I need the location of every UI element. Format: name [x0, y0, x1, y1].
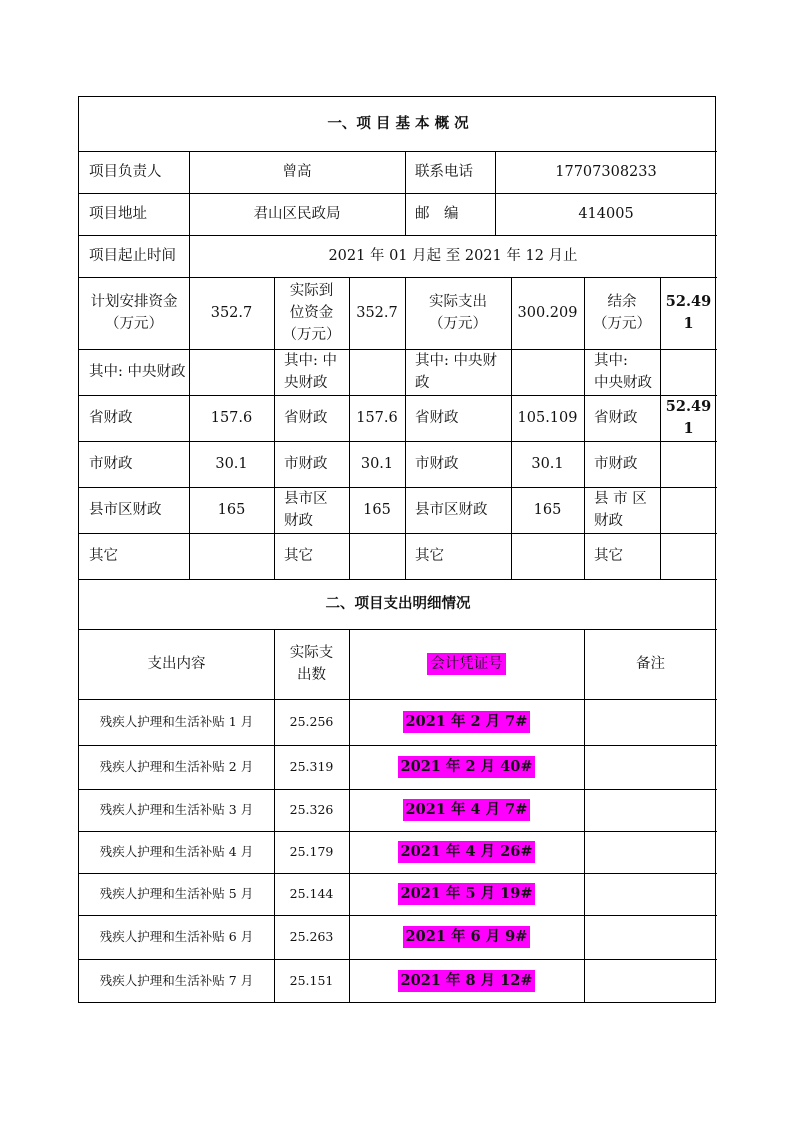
county-row-c3	[274, 487, 349, 533]
address-value	[189, 193, 405, 235]
detail-row-7-content-text: 残疾人护理和生活补贴 7 月	[99, 973, 254, 988]
detail-row-3-remark	[584, 789, 717, 831]
detail-row-6-content	[79, 915, 274, 959]
detail-header-amount-text: 实际支 出数	[289, 645, 334, 683]
detail-header-voucher-text: 会计凭证号	[427, 653, 506, 675]
province-row-c1-text: 省财政	[89, 410, 133, 426]
province-row-c7-text: 省财政	[594, 410, 638, 426]
detail-row-6-content-text: 残疾人护理和生活补贴 6 月	[99, 929, 254, 944]
grid-line	[79, 831, 717, 832]
other-row-c5-text: 其它	[415, 548, 444, 564]
balance-label	[584, 277, 660, 349]
detail-row-1-remark	[584, 699, 717, 745]
balance-value	[660, 277, 717, 349]
section1-title	[79, 97, 717, 151]
detail-header-amount	[274, 629, 349, 699]
grid-line	[79, 915, 717, 916]
section1-title-text: 一、项 目 基 本 概 况	[327, 115, 469, 132]
spent-label	[405, 277, 511, 349]
other-row-c4	[349, 533, 405, 579]
province-row-c4	[349, 395, 405, 441]
planned-value-text: 352.7	[210, 305, 253, 321]
other-row-c1	[79, 533, 189, 579]
grid-line	[79, 151, 717, 152]
central-row-c1	[79, 349, 189, 395]
grid-line	[405, 277, 406, 579]
leader-label-text: 项目负责人	[89, 164, 162, 180]
grid-line	[79, 533, 717, 534]
phone-value	[495, 151, 717, 193]
detail-row-7-remark	[584, 959, 717, 1003]
detail-row-3-amount	[274, 789, 349, 831]
detail-row-1-voucher-text: 2021 年 2 月 7#	[403, 711, 531, 733]
period-label	[79, 235, 189, 277]
grid-line	[79, 789, 717, 790]
address-label	[79, 193, 189, 235]
city-row-c1	[79, 441, 189, 487]
city-row-c7-text: 市财政	[594, 456, 638, 472]
other-row-c3	[274, 533, 349, 579]
address-value-text: 君山区民政局	[253, 206, 341, 222]
city-row-c2-text: 30.1	[215, 456, 248, 472]
address-label-text: 项目地址	[89, 206, 147, 222]
detail-row-2-voucher-text: 2021 年 2 月 40#	[398, 756, 536, 778]
grid-line	[274, 629, 275, 1003]
detail-row-6-amount-text: 25.263	[289, 929, 334, 944]
central-row-c4	[349, 349, 405, 395]
detail-row-6-remark	[584, 915, 717, 959]
detail-row-5-voucher	[349, 873, 584, 915]
grid-line	[584, 277, 585, 579]
central-row-c3-text: 其中: 中 央财政	[284, 353, 337, 391]
detail-row-7-voucher-text: 2021 年 8 月 12#	[398, 970, 536, 992]
county-row-c6	[511, 487, 584, 533]
province-row-c2	[189, 395, 274, 441]
detail-row-5-content	[79, 873, 274, 915]
spent-value-text: 300.209	[517, 305, 578, 321]
period-value-text: 2021 年 01 月起 至 2021 年 12 月止	[328, 248, 578, 264]
grid-line	[79, 699, 717, 700]
grid-line	[79, 629, 717, 630]
detail-row-4-amount-text: 25.179	[289, 844, 334, 859]
detail-row-3-content-text: 残疾人护理和生活补贴 3 月	[99, 802, 254, 817]
grid-line	[274, 277, 275, 579]
other-row-c5	[405, 533, 511, 579]
detail-row-7-content	[79, 959, 274, 1003]
grid-line	[79, 487, 717, 488]
province-row-c6	[511, 395, 584, 441]
central-row-c7-text: 其中: 中央财政	[594, 353, 652, 391]
county-row-c3-text: 县市区 财政	[284, 491, 328, 529]
province-row-c2-text: 157.6	[210, 410, 253, 426]
city-row-c5	[405, 441, 511, 487]
detail-row-3-content	[79, 789, 274, 831]
detail-header-remark-text: 备注	[636, 656, 665, 672]
detail-row-3-voucher-text: 2021 年 4 月 7#	[403, 799, 531, 821]
central-row-c3	[274, 349, 349, 395]
county-row-c5	[405, 487, 511, 533]
section2-title	[79, 579, 717, 629]
city-row-c3	[274, 441, 349, 487]
county-row-c6-text: 165	[533, 502, 562, 518]
other-row-c7	[584, 533, 660, 579]
county-row-c2-text: 165	[217, 502, 246, 518]
county-row-c7	[584, 487, 660, 533]
detail-row-5-amount	[274, 873, 349, 915]
other-row-c6	[511, 533, 584, 579]
central-row-c2	[189, 349, 274, 395]
city-row-c6	[511, 441, 584, 487]
leader-label	[79, 151, 189, 193]
leader-value	[189, 151, 405, 193]
grid-line	[349, 277, 350, 579]
city-row-c1-text: 市财政	[89, 456, 133, 472]
detail-row-4-voucher-text: 2021 年 4 月 26#	[398, 841, 536, 863]
detail-row-2-content	[79, 745, 274, 789]
detail-row-5-amount-text: 25.144	[289, 886, 334, 901]
detail-row-7-amount	[274, 959, 349, 1003]
city-row-c3-text: 市财政	[284, 456, 328, 472]
city-row-c4-text: 30.1	[360, 456, 394, 472]
detail-row-1-content-text: 残疾人护理和生活补贴 1 月	[99, 714, 254, 729]
postcode-value-text: 414005	[578, 206, 634, 222]
received-value	[349, 277, 405, 349]
grid-line	[79, 193, 717, 194]
detail-row-4-remark	[584, 831, 717, 873]
grid-line	[79, 235, 717, 236]
central-row-c5-text: 其中: 中央财政	[415, 353, 497, 391]
detail-row-3-voucher	[349, 789, 584, 831]
phone-value-text: 17707308233	[555, 164, 657, 180]
detail-row-4-voucher	[349, 831, 584, 873]
grid-line	[79, 441, 717, 442]
other-row-c3-text: 其它	[284, 548, 313, 564]
detail-row-4-content-text: 残疾人护理和生活补贴 4 月	[99, 844, 254, 859]
county-row-c2	[189, 487, 274, 533]
detail-header-remark	[584, 629, 717, 699]
detail-row-2-content-text: 残疾人护理和生活补贴 2 月	[99, 759, 254, 774]
period-label-text: 项目起止时间	[89, 248, 176, 264]
detail-header-voucher	[349, 629, 584, 699]
grid-line	[79, 579, 717, 580]
grid-line	[511, 277, 512, 579]
detail-row-2-remark	[584, 745, 717, 789]
county-row-c1-text: 县市区财政	[89, 502, 162, 518]
province-row-c3-text: 省财政	[284, 410, 328, 426]
province-row-c3	[274, 395, 349, 441]
grid-line	[79, 277, 717, 278]
province-row-c6-text: 105.109	[517, 410, 578, 426]
detail-row-1-amount-text: 25.256	[289, 714, 334, 729]
grid-line	[405, 151, 406, 235]
balance-label-text: 结余 （万元）	[593, 294, 651, 332]
detail-row-4-amount	[274, 831, 349, 873]
grid-line	[660, 277, 661, 579]
detail-row-7-amount-text: 25.151	[289, 973, 334, 988]
county-row-c4	[349, 487, 405, 533]
city-row-c2	[189, 441, 274, 487]
county-row-c4-text: 165	[363, 502, 391, 518]
leader-value-text: 曾高	[282, 164, 312, 180]
province-row-c5	[405, 395, 511, 441]
central-row-c6	[511, 349, 584, 395]
other-row-c1-text: 其它	[89, 548, 118, 564]
county-row-c5-text: 县市区财政	[415, 502, 488, 518]
planned-label-text: 计划安排资金 （万元）	[90, 294, 178, 332]
detail-row-5-voucher-text: 2021 年 5 月 19#	[398, 883, 536, 905]
detail-row-6-voucher-text: 2021 年 6 月 9#	[403, 926, 531, 948]
central-row-c7	[584, 349, 660, 395]
period-value	[189, 235, 717, 277]
province-row-c5-text: 省财政	[415, 410, 459, 426]
grid-line	[349, 629, 350, 1003]
county-row-c7-text: 县 市 区 财政	[594, 491, 647, 529]
detail-row-2-voucher	[349, 745, 584, 789]
central-row-c5	[405, 349, 511, 395]
received-label	[274, 277, 349, 349]
detail-row-4-content	[79, 831, 274, 873]
postcode-label-text: 邮 编	[415, 206, 459, 222]
grid-line	[495, 151, 496, 235]
phone-label	[405, 151, 495, 193]
received-value-text: 352.7	[356, 305, 398, 321]
city-row-c4	[349, 441, 405, 487]
postcode-label	[405, 193, 495, 235]
other-row-c2	[189, 533, 274, 579]
province-row-c7	[584, 395, 660, 441]
grid-line	[189, 277, 190, 579]
grid-line	[584, 629, 585, 1003]
section2-title-text: 二、项目支出明细情况	[325, 595, 471, 612]
grid-line	[79, 745, 717, 746]
detail-row-5-remark	[584, 873, 717, 915]
grid-line	[189, 151, 190, 277]
detail-header-content-text: 支出内容	[147, 656, 206, 672]
balance-value-text: 52.49 1	[665, 293, 712, 332]
phone-label-text: 联系电话	[415, 164, 473, 180]
project-form-table	[78, 96, 716, 1003]
detail-row-7-voucher	[349, 959, 584, 1003]
planned-value	[189, 277, 274, 349]
detail-header-content	[79, 629, 274, 699]
other-row-c8	[660, 533, 717, 579]
central-row-c1-text: 其中: 中央财政	[89, 364, 186, 380]
detail-row-1-voucher	[349, 699, 584, 745]
other-row-c7-text: 其它	[594, 548, 623, 564]
postcode-value	[495, 193, 717, 235]
spent-label-text: 实际支出 （万元）	[429, 294, 487, 332]
province-row-c1	[79, 395, 189, 441]
detail-row-2-amount-text: 25.319	[289, 759, 334, 774]
detail-row-3-amount-text: 25.326	[289, 802, 334, 817]
grid-line	[79, 395, 717, 396]
city-row-c7	[584, 441, 660, 487]
grid-line	[79, 349, 717, 350]
province-row-c4-text: 157.6	[356, 410, 398, 426]
county-row-c1	[79, 487, 189, 533]
province-row-c8-text: 52.49 1	[665, 398, 712, 437]
city-row-c8	[660, 441, 717, 487]
detail-row-6-amount	[274, 915, 349, 959]
detail-row-6-voucher	[349, 915, 584, 959]
detail-row-1-content	[79, 699, 274, 745]
detail-row-2-amount	[274, 745, 349, 789]
planned-label	[79, 277, 189, 349]
grid-line	[79, 873, 717, 874]
city-row-c6-text: 30.1	[531, 456, 564, 472]
county-row-c8	[660, 487, 717, 533]
city-row-c5-text: 市财政	[415, 456, 459, 472]
spent-value	[511, 277, 584, 349]
province-row-c8	[660, 395, 717, 441]
central-row-c8	[660, 349, 717, 395]
received-label-text: 实际到 位资金 （万元）	[282, 283, 341, 343]
grid-line	[79, 959, 717, 960]
detail-row-1-amount	[274, 699, 349, 745]
detail-row-5-content-text: 残疾人护理和生活补贴 5 月	[99, 886, 254, 901]
